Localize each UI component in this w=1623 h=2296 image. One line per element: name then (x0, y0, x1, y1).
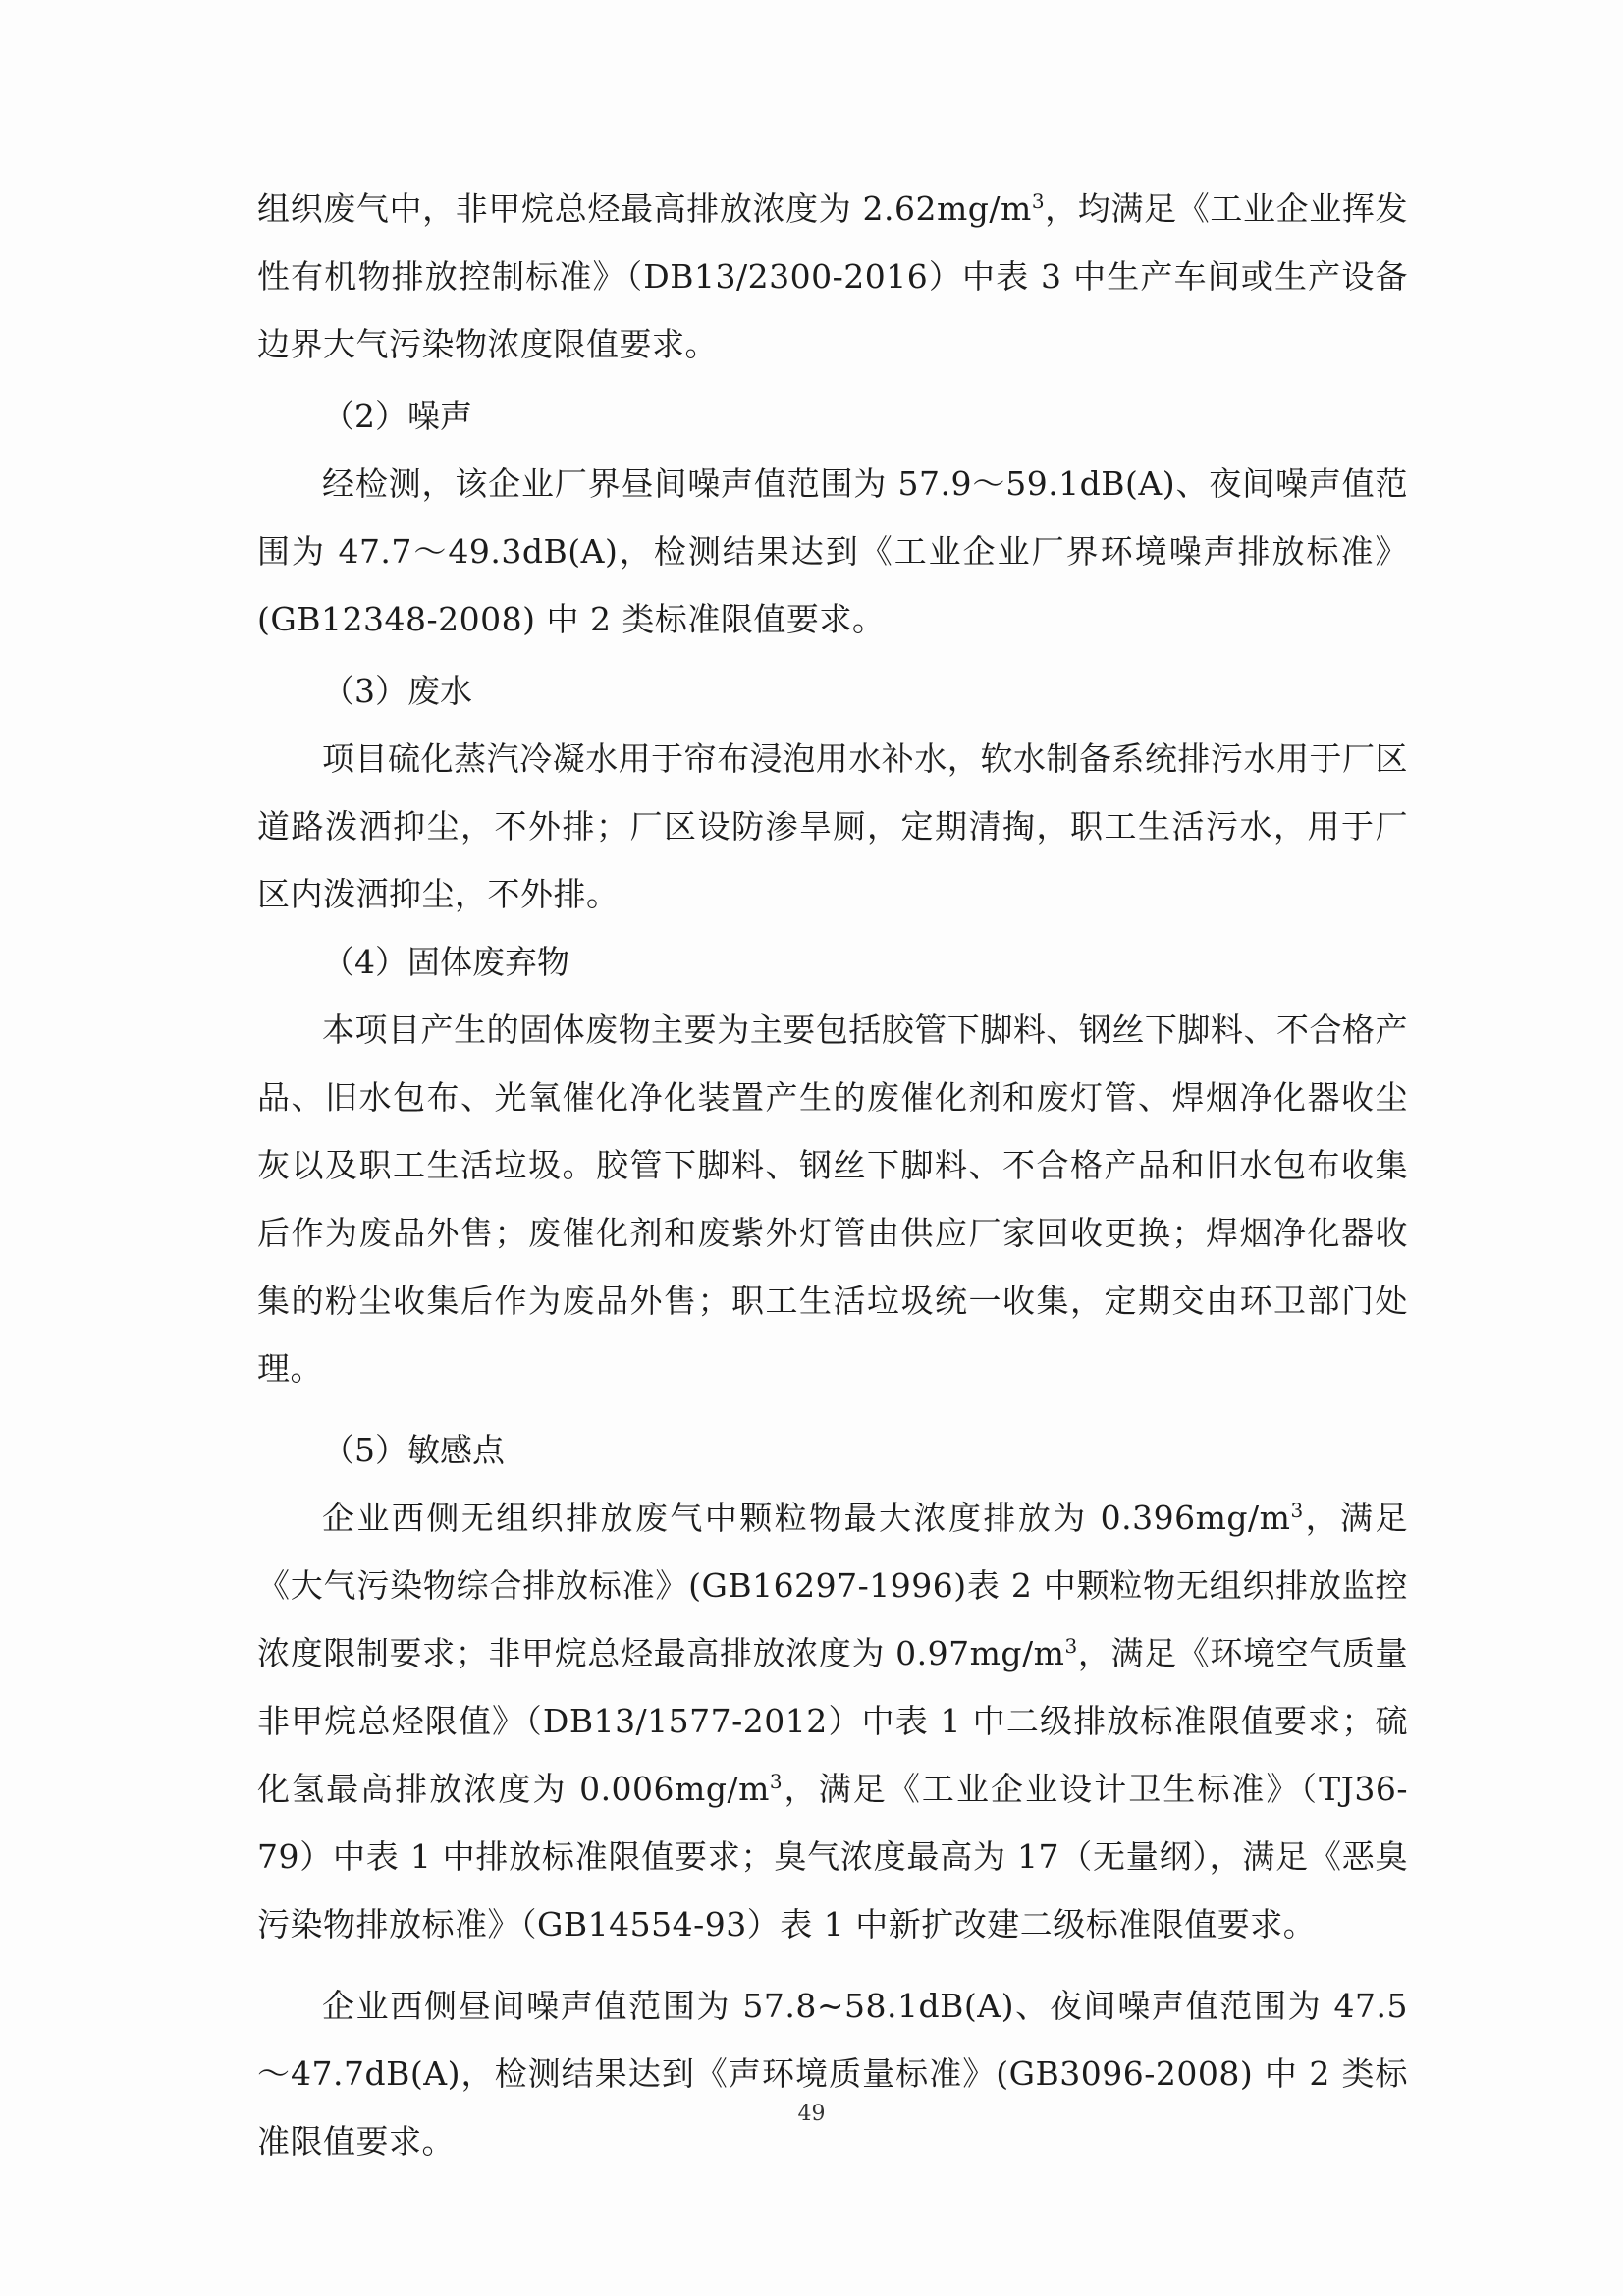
paragraph-wastewater-body: 项目硫化蒸汽冷凝水用于帘布浸泡用水补水，软水制备系统排污水用于厂区道路泼洒抑尘，不外排；厂区设防渗旱厕，定期清掏，职工生活污水，用于厂区内泼洒抑尘，不外排。 (257, 739, 1408, 913)
page-number: 49 (797, 2102, 826, 2126)
heading-sensitive-points: （5）敏感点 (322, 1431, 505, 1469)
heading-noise: （2）噪声 (322, 397, 472, 435)
heading-solid-waste: （4）固体废弃物 (322, 943, 569, 981)
paragraph-solid-waste: 本项目产生的固体废物主要为主要包括胶管下脚料、钢丝下脚料、不合格产品、旧水包布、光氧催化净化装置产生的废催化剂和废灯管、焊烟净化器收尘灰以及职工生活垃圾。胶管下脚料、钢丝下脚料、不合格产品和旧水包布收集后作为废品外售；废催化剂和废紫外灯管由供应厂家回收更换；焊烟净化器收集的粉尘收集后作为废品外售；职工生活垃圾统一收集，定期交由环卫部门处理。 (257, 1011, 1408, 1388)
paragraph-exhaust-continuation: 组织废气中，非甲烷总烃最高排放浓度为 $2.62mg/m^3$，均满足《工业企业挥发性有机物排放控制标准》（DB13/2300-2016）中表 3 中生产车间或生产设备边界大气污染物浓度限值要求。 (257, 190, 1409, 363)
document-body (257, 175, 1408, 2175)
heading-wastewater: （3）废水 (322, 672, 472, 710)
paragraph-sensitive-noise: 企业西侧昼间噪声值范围为 57.8~58.1dB(A)、夜间噪声值范围为 47.5～47.7dB(A)，检测结果达到《声环境质量标准》(GB3096-2008) 中 2 类标准限值要求。 (257, 1987, 1408, 2160)
paragraph-sensitive-points: 企业西侧无组织排放废气中颗粒物最大浓度排放为 $0.396mg/m^3$，满足《大气污染物综合排放标准》(GB16297-1996)表 2 中颗粒物无组织排放监控浓度限制要求；非甲烷总烃最高排放浓度为 $0.97mg/m^3$，满足《环境空气质量 非甲烷总烃限值》（DB13/1577-2012）中表 1 中二级排放标准限值要求；硫化氢最高排放浓度为 $0.006mg/m^3$，满足《工业企业设计卫生标准》（TJ36-79）中表 1 中排放标准限值要求；臭气浓度最高为 17（无量纲），满足《恶臭污染物排放标准》（GB14554-93）表 1 中新扩改建二级标准限值要求。 (257, 1499, 1409, 1943)
paragraph-noise: 经检测，该企业厂界昼间噪声值范围为 57.9～59.1dB(A)、夜间噪声值范围为 47.7～49.3dB(A)，检测结果达到《工业企业厂界环境噪声排放标准》(GB12348-2008) 中 2 类标准限值要求。 (257, 465, 1408, 638)
